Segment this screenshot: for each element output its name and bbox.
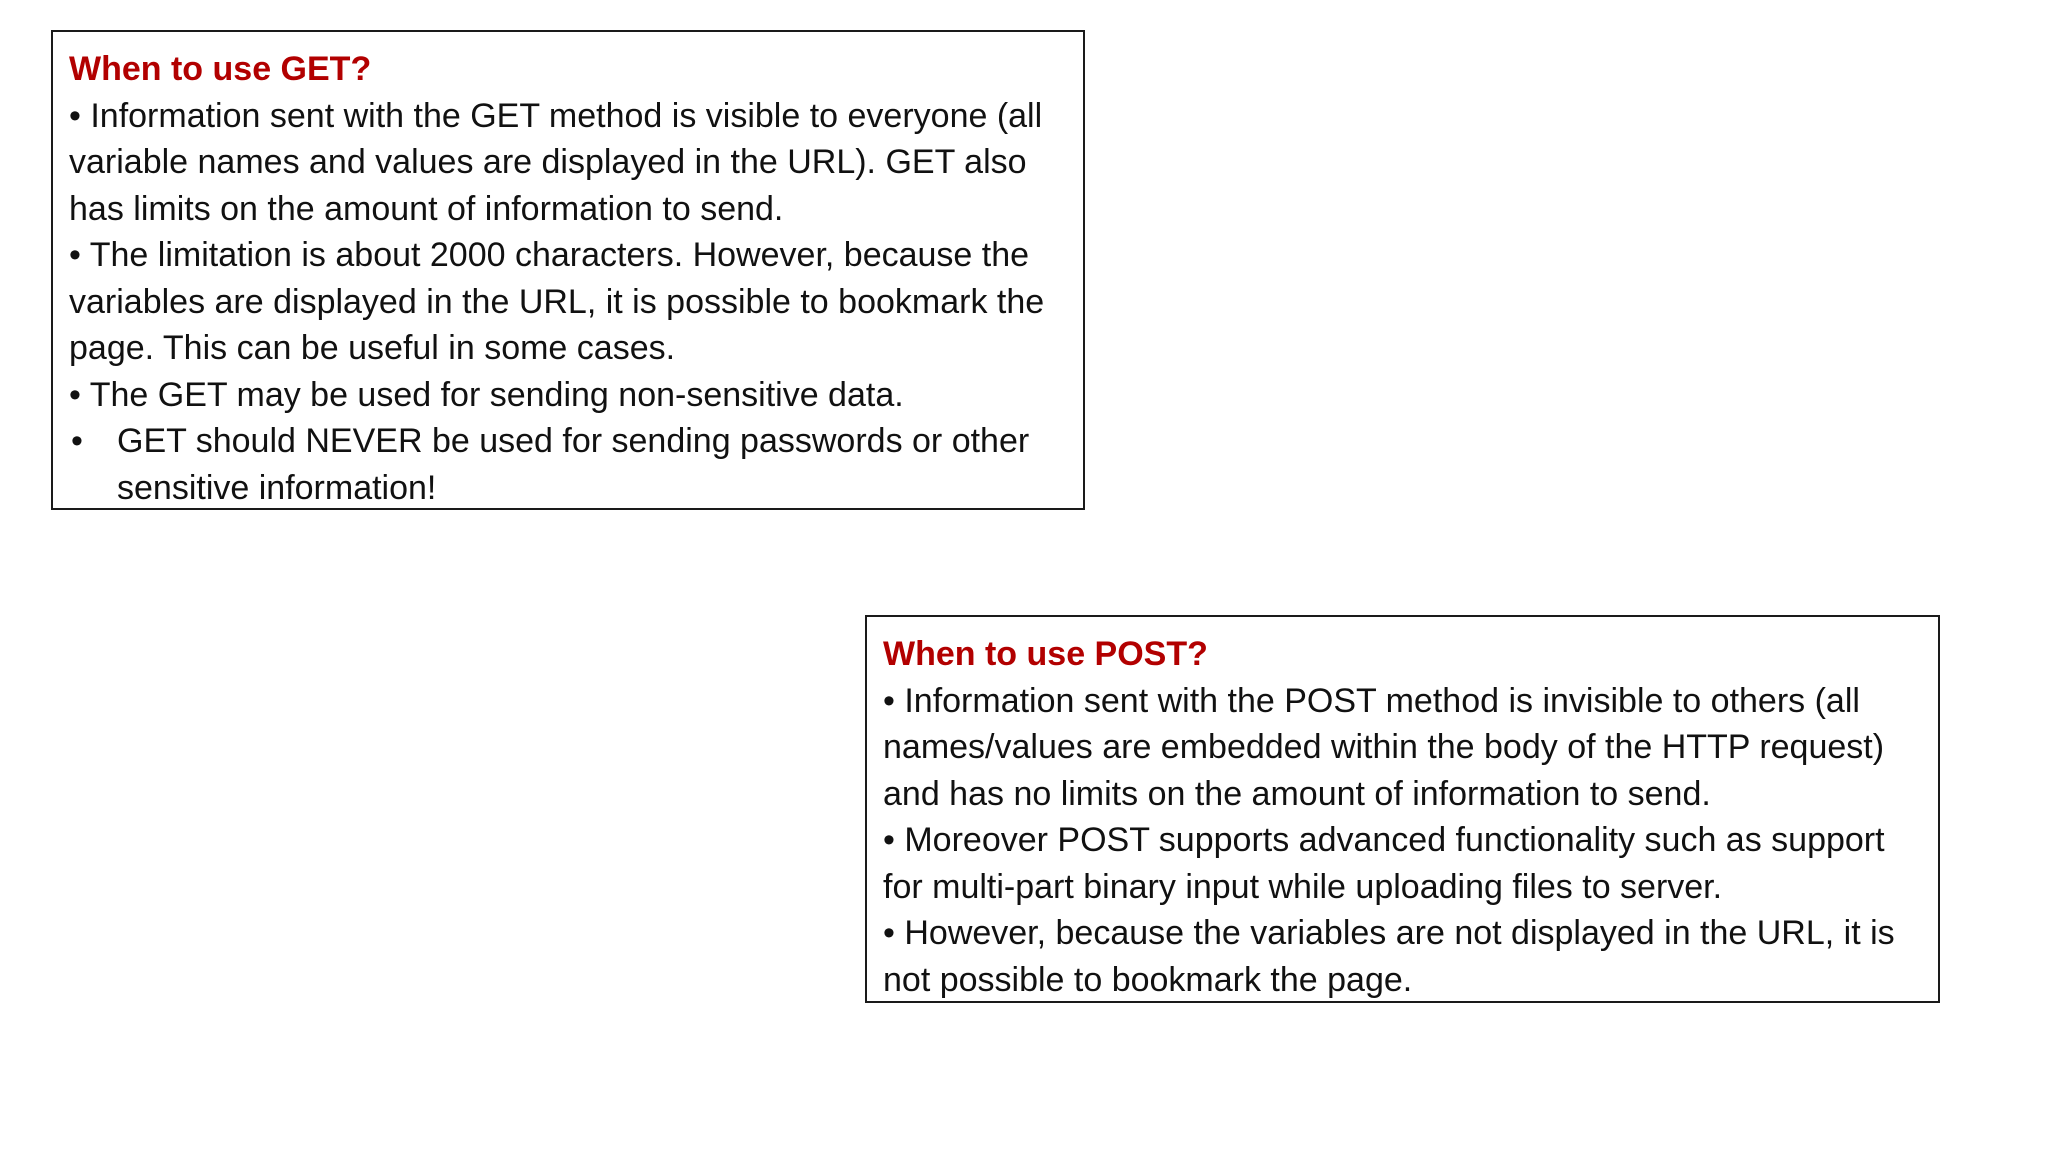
get-box-title: When to use GET?: [69, 50, 372, 88]
bullet-dot: •: [71, 422, 83, 460]
get-usage-box: [51, 30, 1085, 510]
get-bullet-3: • The GET may be used for sending non-sensitive data.: [69, 375, 904, 414]
post-bullet-1: • Information sent with the POST method is invisible to others (all names/values are embedded within the body of the HTTP request) and has no limits on the amount of information to send.: [883, 681, 1885, 813]
get-warning-bullet: [69, 418, 1067, 511]
post-box-title: When to use POST?: [883, 635, 1208, 673]
post-bullet-3: • However, because the variables are not displayed in the URL, it is not possible to bookmark the page.: [883, 914, 1895, 999]
get-bullet-2: • The limitation is about 2000 characters. However, because the variables are displayed in the URL, it is possible to bookmark the page. This can be useful in some cases.: [69, 236, 1045, 367]
get-bullet-1: • Information sent with the GET method is visible to everyone (all variable names and values are displayed in the URL). GET also has limits on the amount of information to send.: [69, 96, 1043, 228]
post-bullet-2: • Moreover POST supports advanced functionality such as support for multi-part binary input while uploading files to server.: [883, 821, 1885, 906]
post-usage-box: [865, 615, 1940, 1003]
get-warning-text: GET should NEVER be used for sending passwords or other sensitive information!: [117, 422, 1030, 507]
